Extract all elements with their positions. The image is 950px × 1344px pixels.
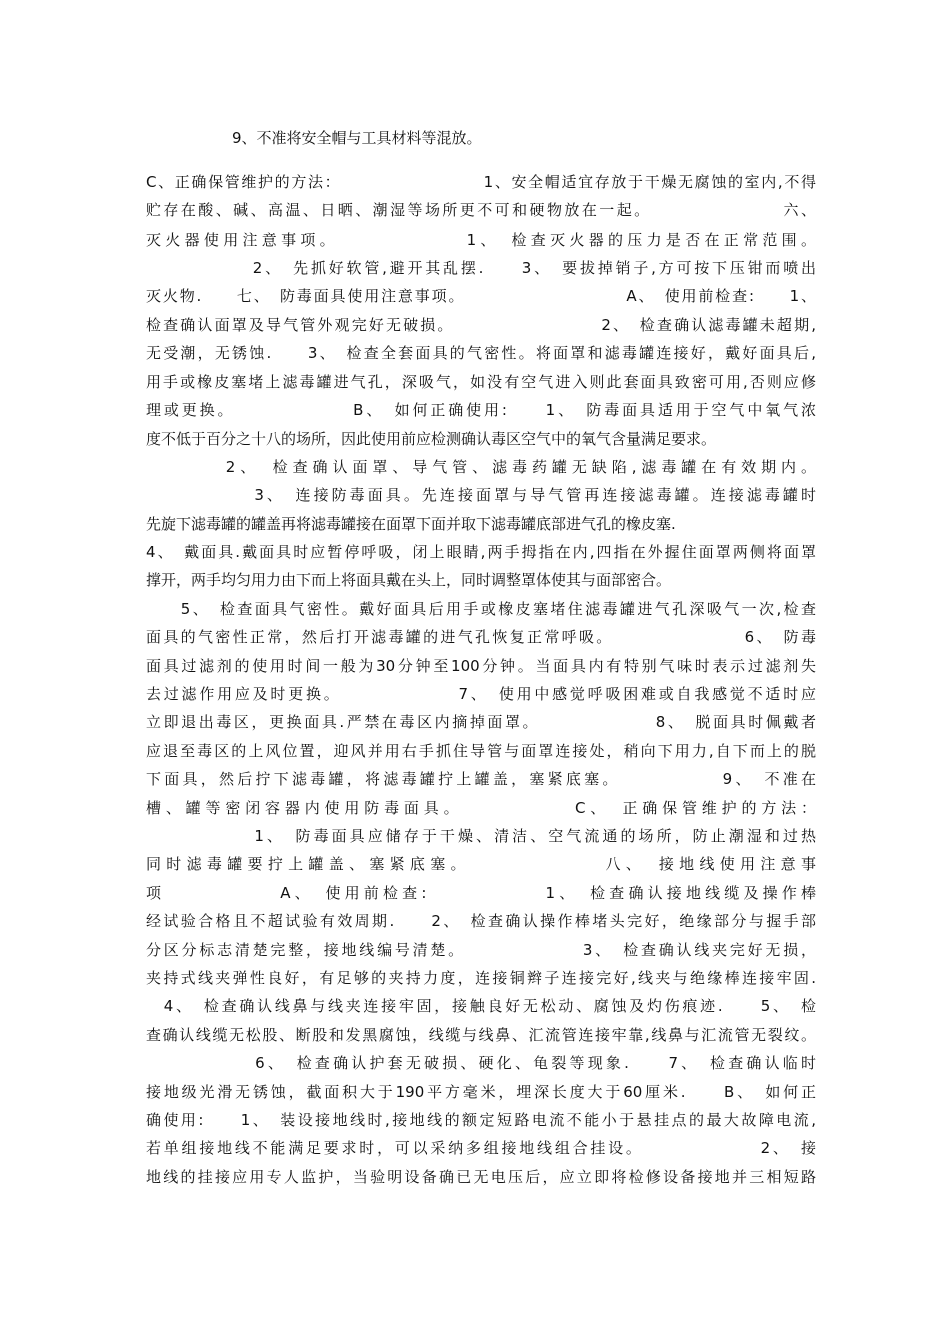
text-line: 地线的挂接应用专人监护，当验明设备确已无电压后，应立即将检修设备接地并三相短路	[146, 1168, 816, 1186]
text-line: 2、 先抓好软管,避开其乱摆. 3、 要拔掉销子,方可按下压钳而喷出	[146, 259, 816, 277]
text-line: 面具的气密性正常，然后打开滤毒罐的进气孔恢复正常呼吸。 6、 防毒	[146, 628, 816, 646]
text-line: 度不低于百分之十八的场所，因此使用前应检测确认毒区空气中的氧气含量满足要求。	[146, 430, 717, 448]
text-line: 2、 检查确认面罩、导气管、滤毒药罐无缺陷,滤毒罐在有效期内。	[146, 458, 816, 476]
text-line: 撑开，两手均匀用力由下而上将面具戴在头上，同时调整罩体使其与面部密合。	[146, 571, 672, 589]
text-line: 1、 防毒面具应储存于干燥、清洁、空气流通的场所，防止潮湿和过热	[146, 827, 816, 845]
text-line: 9、不准将安全帽与工具材料等混放。	[232, 129, 482, 147]
text-line: 先旋下滤毒罐的罐盖再将滤毒罐接在面罩下面并取下滤毒罐底部进气孔的橡皮塞.	[146, 515, 676, 533]
text-line: 无受潮，无锈蚀. 3、 检查全套面具的气密性。将面罩和滤毒罐连接好，戴好面具后,	[146, 344, 816, 362]
text-line: 槽、罐等密闭容器内使用防毒面具。 C、 正确保管维护的方法：	[146, 799, 816, 817]
text-line: 6、 检查确认护套无破损、硬化、龟裂等现象. 7、 检查确认临时	[146, 1054, 816, 1072]
text-line: 查确认线缆无松股、断股和发黑腐蚀，线缆与线鼻、汇流管连接牢靠,线鼻与汇流管无裂纹。	[146, 1026, 816, 1044]
text-line: 3、 连接防毒面具。先连接面罩与导气管再连接滤毒罐。连接滤毒罐时	[146, 486, 816, 504]
text-line: 去过滤作用应及时更换。 7、 使用中感觉呼吸困难或自我感觉不适时应	[146, 685, 816, 703]
text-line: 理或更换。 B、 如何正确使用: 1、 防毒面具适用于空气中氧气浓	[146, 401, 816, 419]
text-line: 确使用: 1、 装设接地线时,接地线的额定短路电流不能小于悬挂点的最大故障电流,	[146, 1111, 816, 1129]
text-line: 同时滤毒罐要拧上罐盖、塞紧底塞。 八、 接地线使用注意事	[146, 855, 816, 873]
text-line: 下面具，然后拧下滤毒罐，将滤毒罐拧上罐盖，塞紧底塞。 9、 不准在	[146, 770, 816, 788]
text-line: 4、 戴面具.戴面具时应暂停呼吸，闭上眼睛,两手拇指在内,四指在外握住面罩两侧将面罩	[146, 543, 816, 561]
text-line: 夹持式线夹弹性良好，有足够的夹持力度，连接铜辫子连接完好,线夹与绝缘棒连接牢固.	[146, 969, 816, 987]
text-line: 若单组接地线不能满足要求时，可以采纳多组接地线组合挂设。 2、 接	[146, 1139, 816, 1157]
text-line: 应退至毒区的上风位置，迎风并用右手抓住导管与面罩连接处，稍向下用力,自下而上的脱	[146, 742, 816, 760]
text-line: 5、 检查面具气密性。戴好面具后用手或橡皮塞堵住滤毒罐进气孔深吸气一次,检查	[146, 600, 816, 618]
text-line: 面具过滤剂的使用时间一般为30分钟至100分钟。当面具内有特别气味时表示过滤剂失	[146, 657, 816, 675]
text-line: 检查确认面罩及导气管外观完好无破损。 2、 检查确认滤毒罐未超期,	[146, 316, 816, 334]
text-line: 贮存在酸、碱、高温、日晒、潮湿等场所更不可和硬物放在一起。 六、	[146, 201, 816, 219]
text-line: 灭火器使用注意事项。 1、 检查灭火器的压力是否在正常范围。	[146, 231, 816, 249]
text-line: 灭火物. 七、 防毒面具使用注意事项。 A、 使用前检查: 1、	[146, 287, 816, 305]
text-line: 接地级光滑无锈蚀，截面积大于190平方毫米，埋深长度大于60厘米. B、 如何正	[146, 1083, 816, 1101]
text-line: 经试验合格且不超试验有效周期. 2、 检查确认操作棒堵头完好，绝缘部分与握手部	[146, 912, 816, 930]
text-line: 立即退出毒区，更换面具.严禁在毒区内摘掉面罩。 8、 脱面具时佩戴者	[146, 713, 816, 731]
text-line: 分区分标志清楚完整，接地线编号清楚。 3、 检查确认线夹完好无损，	[146, 941, 816, 959]
text-line: 4、 检查确认线鼻与线夹连接牢固，接触良好无松动、腐蚀及灼伤痕迹. 5、 检	[146, 997, 816, 1015]
text-line: 用手或橡皮塞堵上滤毒罐进气孔，深吸气，如没有空气进入则此套面具致密可用,否则应修	[146, 373, 816, 391]
text-line: 项 A、 使用前检查: 1、 检查确认接地线缆及操作棒	[146, 884, 816, 902]
text-line: C、正确保管维护的方法： 1、安全帽适宜存放于干燥无腐蚀的室内,不得	[146, 173, 816, 191]
